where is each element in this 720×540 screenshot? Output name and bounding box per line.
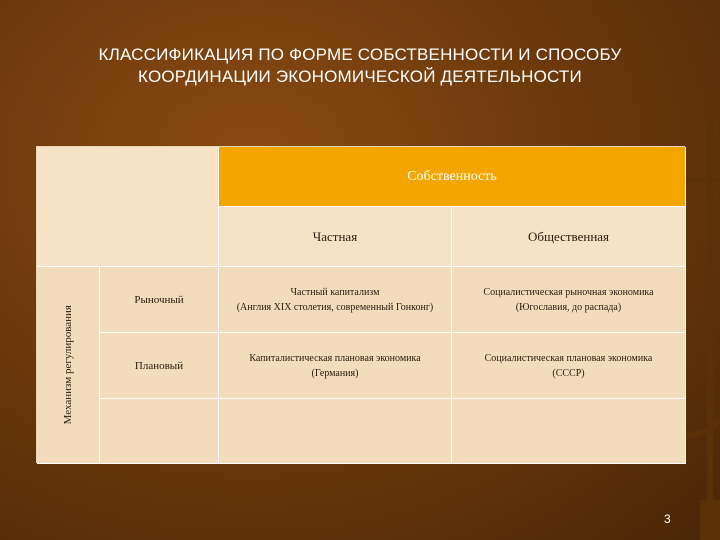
cell-example: (Англия XIX столетия, современный Гонконг) — [236, 301, 434, 313]
cell-example: (СССР) — [552, 367, 585, 379]
cell-example: (Германия) — [311, 367, 359, 379]
table-corner-cell — [37, 147, 219, 267]
blank-cell — [100, 399, 219, 464]
cell-example: (Югославия, до распада) — [515, 301, 622, 313]
row-label-planned: Плановый — [100, 333, 219, 399]
row-label-market: Рыночный — [100, 267, 219, 333]
mechanism-header — [37, 267, 100, 464]
mechanism-header-label: Механизм регулирования — [62, 305, 74, 425]
slide-title-line-1: КЛАССИФИКАЦИЯ ПО ФОРМЕ СОБСТВЕННОСТИ И СПОСОБУ — [98, 45, 622, 64]
cell-private-market — [219, 267, 452, 333]
slide-title-line-2: КООРДИНАЦИИ ЭКОНОМИЧЕСКОЙ ДЕЯТЕЛЬНОСТИ — [138, 67, 582, 86]
blank-cell — [452, 399, 686, 464]
cell-title: Социалистическая рыночная экономика — [483, 286, 654, 298]
cell-title: Социалистическая плановая экономика — [484, 352, 653, 364]
slide-title — [40, 44, 680, 88]
ownership-header: Собственность — [219, 147, 686, 207]
cell-title: Капиталистическая плановая экономика — [249, 352, 421, 364]
page-number: 3 — [664, 512, 671, 526]
blank-cell — [219, 399, 452, 464]
column-header-private: Частная — [219, 207, 452, 267]
column-header-public: Общественная — [452, 207, 686, 267]
cell-public-planned — [452, 333, 686, 399]
cell-public-market — [452, 267, 686, 333]
classification-table — [36, 146, 685, 463]
cell-private-planned — [219, 333, 452, 399]
cell-title: Частный капитализм — [290, 286, 380, 298]
